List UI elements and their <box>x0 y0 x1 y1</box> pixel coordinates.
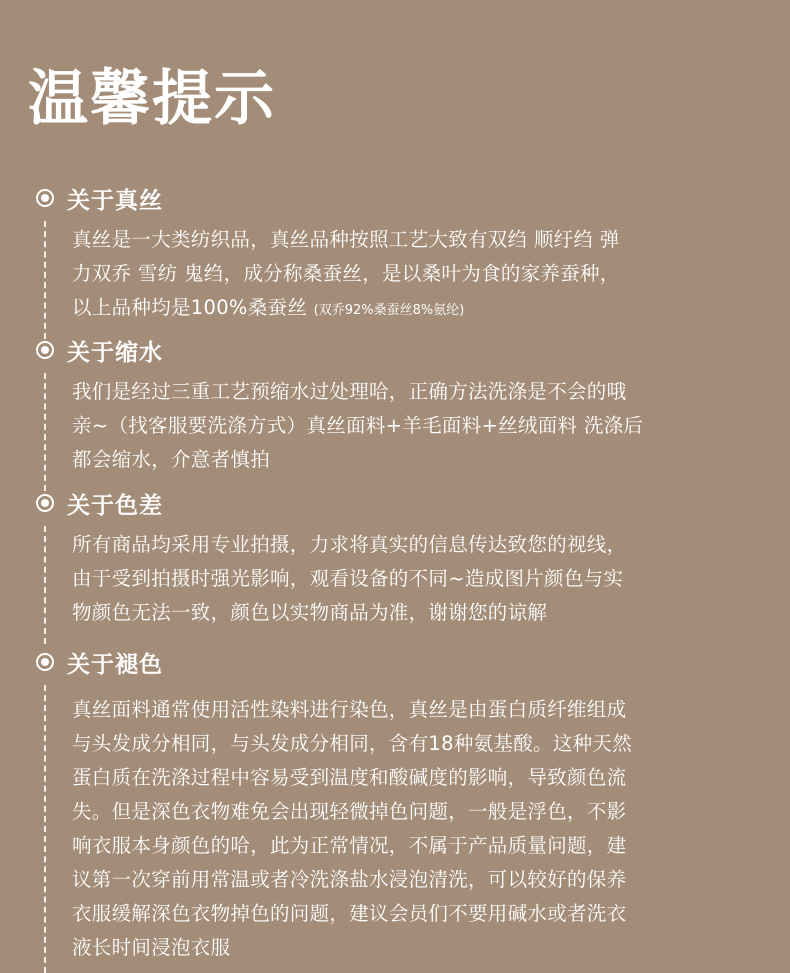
body-line: 物颜色无法一致，颜色以实物商品为准，谢谢您的谅解 <box>72 601 548 624</box>
body-line: 真丝是一大类纺织品，真丝品种按照工艺大致有双绉 顺纡绉 弹 <box>72 228 620 251</box>
section-title: 关于真丝 <box>67 187 163 214</box>
section-body <box>44 221 708 339</box>
body-line: 由于受到拍摄时强光影响，观看设备的不同~造成图片颜色与实 <box>72 567 624 590</box>
circle-bullet-icon <box>36 341 54 359</box>
body-line: 亲~（找客服要洗涤方式）真丝面料+羊毛面料+丝绒面料 洗涤后 <box>72 414 644 437</box>
section-title: 关于缩水 <box>67 339 163 366</box>
section-header <box>36 333 736 367</box>
section-title: 关于褪色 <box>67 651 163 678</box>
body-line: 都会缩水，介意者慎拍 <box>72 448 271 471</box>
body-line: 衣服缓解深色衣物掉色的问题，建议会员们不要用碱水或者洗衣 <box>72 902 627 925</box>
body-line: 液长时间浸泡衣服 <box>72 936 231 959</box>
body-line: 真丝面料通常使用活性染料进行染色，真丝是由蛋白质纤维组成 <box>72 698 627 721</box>
body-text: 以上品种均是100%桑蚕丝 <box>72 296 308 319</box>
section-silk <box>36 181 736 339</box>
body-line: 所有商品均采用专业拍摄，力求将真实的信息传达致您的视线， <box>72 533 627 556</box>
body-line: 力双乔 雪纺 鬼绉，成分称桑蚕丝，是以桑叶为食的家养蚕种， <box>72 262 620 285</box>
section-fading <box>36 645 736 973</box>
body-line: 响衣服本身颜色的哈，此为正常情况，不属于产品质量问题，建 <box>72 834 627 857</box>
page-title: 温馨提示 <box>28 64 276 134</box>
section-header <box>36 181 736 215</box>
section-header <box>36 645 736 679</box>
body-line-with-note <box>72 291 708 328</box>
section-color-difference <box>36 486 736 644</box>
body-line: 与头发成分相同，与头发成分相同，含有18种氨基酸。这种天然 <box>72 732 633 755</box>
body-line: 我们是经过三重工艺预缩水过处理哈，正确方法洗涤是不会的哦 <box>72 380 627 403</box>
section-header <box>36 486 736 520</box>
circle-bullet-icon <box>36 653 54 671</box>
body-line: 蛋白质在洗涤过程中容易受到温度和酸碱度的影响，导致颜色流 <box>72 766 627 789</box>
body-line: 议第一次穿前用常温或者冷洗涤盐水浸泡清洗，可以较好的保养 <box>72 868 627 891</box>
section-body <box>44 373 708 491</box>
section-body <box>44 526 708 644</box>
circle-bullet-icon <box>36 189 54 207</box>
section-title: 关于色差 <box>67 492 163 519</box>
section-body <box>44 685 708 973</box>
body-line: 失。但是深色衣物难免会出现轻微掉色问题，一般是浮色，不影 <box>72 800 627 823</box>
composition-note: (双乔92%桑蚕丝8%氨纶) <box>313 303 465 318</box>
circle-bullet-icon <box>36 494 54 512</box>
section-shrinkage <box>36 333 736 491</box>
